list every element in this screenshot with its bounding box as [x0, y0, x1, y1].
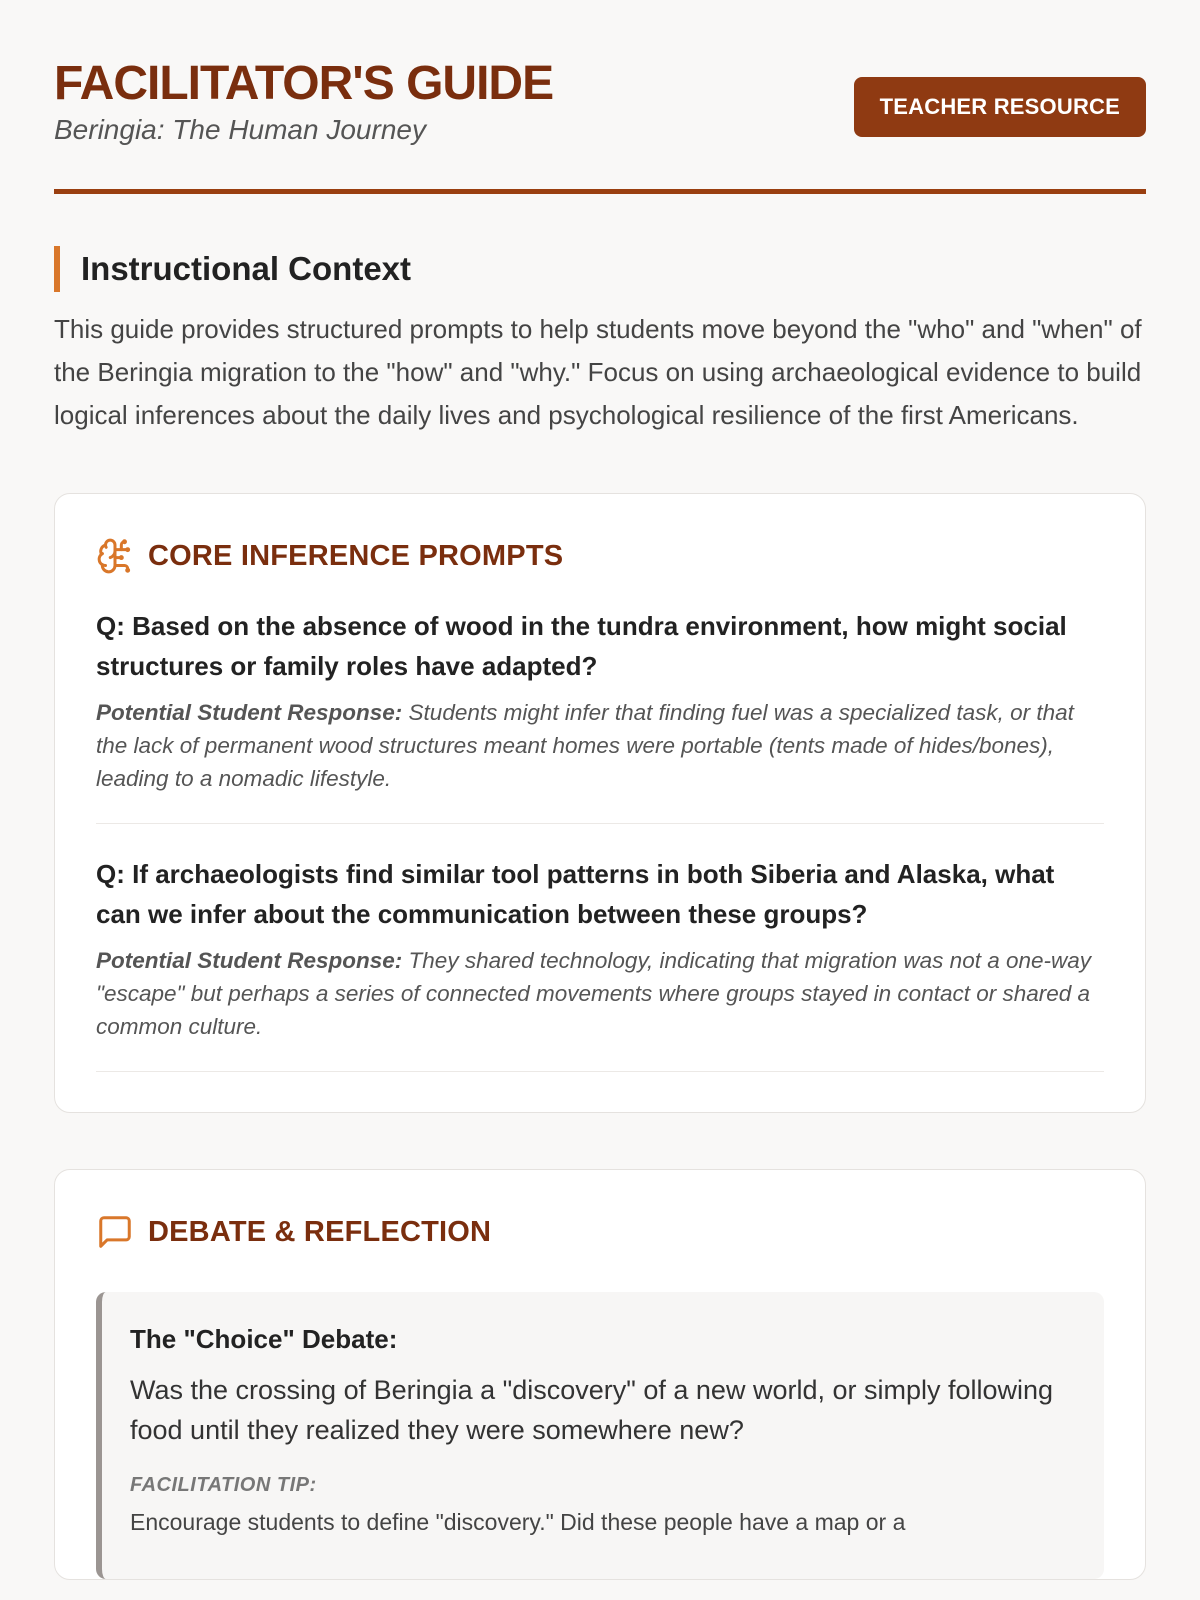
inference-response: [96, 944, 1104, 1043]
debate-reflection-card: [54, 1169, 1146, 1580]
inference-question: Q: Based on the absence of wood in the tundra environment, how might social structures or family roles have adapted?: [96, 611, 1067, 681]
chat-bubble-icon: [96, 1213, 134, 1251]
facilitation-tip-text: Encourage students to define "discovery." Did these people have a map or a: [130, 1509, 906, 1535]
inference-item: [96, 824, 1104, 1072]
inference-question: Q: If archaeologists find similar tool patterns in both Siberia and Alaska, what can we infer about the communication between these groups?: [96, 859, 1055, 929]
debate-label: The "Choice" Debate:: [130, 1324, 398, 1354]
debate-question: Was the crossing of Beringia a "discovery" of a new world, or simply following food until they realized they were somewhere new?: [130, 1375, 1054, 1445]
response-label: Potential Student Response:: [96, 700, 403, 725]
inference-response: [96, 696, 1104, 795]
debate-title: DEBATE & REFLECTION: [148, 1215, 492, 1248]
core-inference-title-row: [96, 536, 1104, 576]
debate-box: [96, 1292, 1104, 1579]
debate-title-row: [96, 1212, 1104, 1252]
page-header: [54, 0, 1146, 194]
response-text: Students might infer that finding fuel was a specialized task, or that the lack of permanent wood structures meant homes were portable (tents made of hides/bones), leading to a nomadic lifestyle.: [96, 700, 1074, 791]
response-text: They shared technology, indicating that migration was not a one-way "escape" but perhaps a series of connected movements where groups stayed in contact or shared a common culture.: [96, 948, 1092, 1039]
response-label: Potential Student Response:: [96, 948, 403, 973]
inference-item: [96, 576, 1104, 824]
page-subtitle: Beringia: The Human Journey: [54, 114, 426, 145]
brain-icon: [96, 537, 134, 575]
instructional-context-section: [54, 246, 1146, 437]
page-title: FACILITATOR'S GUIDE: [54, 57, 554, 110]
core-inference-title: CORE INFERENCE PROMPTS: [148, 539, 564, 572]
teacher-resource-badge: TEACHER RESOURCE: [854, 77, 1146, 137]
instructional-context-heading: Instructional Context: [54, 246, 1146, 292]
facilitation-tip-label: FACILITATION TIP:: [130, 1474, 317, 1496]
instructional-context-text: This guide provides structured prompts to help students move beyond the "who" and "when" of the Beringia migration to the "how" and "why." Focus on using archaeological evidence to build logical inferences about the daily lives and psychological resilience of the first Americans.: [54, 314, 1142, 430]
core-inference-card: [54, 493, 1146, 1113]
